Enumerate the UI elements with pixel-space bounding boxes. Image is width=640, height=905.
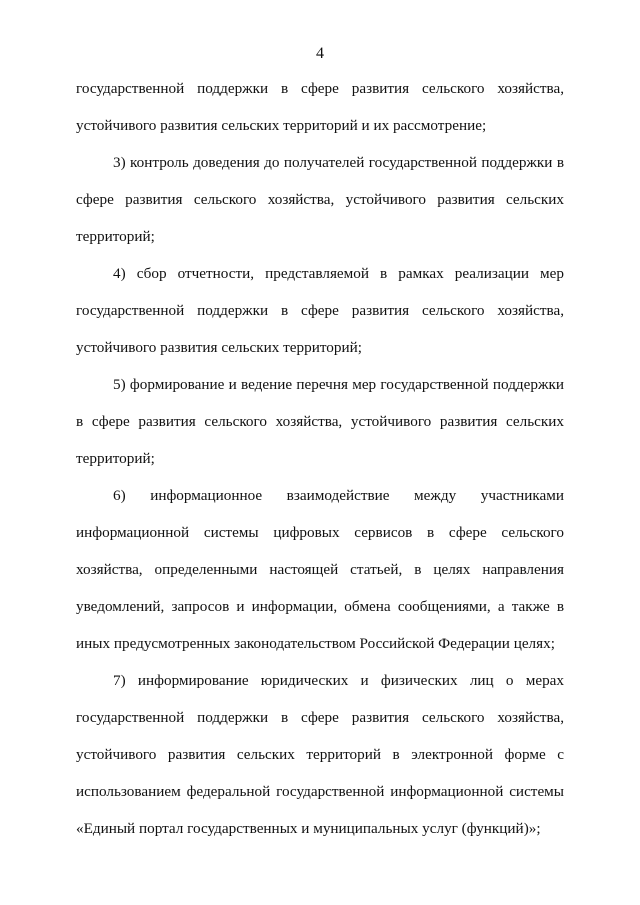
text-line: иных предусмотренных законодательством Российской Федерации целях; — [76, 635, 555, 652]
text-line: сфере развития сельского хозяйства, устойчивого развития сельских — [76, 191, 564, 208]
page-number: 4 — [316, 45, 324, 62]
text-line: государственной поддержки в сфере развития сельского хозяйства, — [76, 80, 564, 97]
text-line: государственной поддержки в сфере развития сельского хозяйства, — [76, 302, 564, 319]
text-line: 6) информационное взаимодействие между участниками — [113, 487, 564, 504]
text-line: использованием федеральной государственной информационной системы — [76, 783, 564, 800]
text-line: устойчивого развития сельских территорий; — [76, 339, 362, 356]
body-text — [76, 78, 564, 855]
text-line: устойчивого развития сельских территорий в электронной форме с — [76, 746, 564, 763]
text-line: 3) контроль доведения до получателей государственной поддержки в — [113, 154, 564, 171]
text-line: государственной поддержки в сфере развития сельского хозяйства, — [76, 709, 564, 726]
text-line: «Единый портал государственных и муниципальных услуг (функций)»; — [76, 820, 541, 837]
text-line: уведомлений, запросов и информации, обмена сообщениями, а также в — [76, 598, 564, 615]
text-line: 5) формирование и ведение перечня мер государственной поддержки — [113, 376, 564, 393]
text-line: хозяйства, определенными настоящей статьей, в целях направления — [76, 561, 564, 578]
text-line: 7) информирование юридических и физических лиц о мерах — [113, 672, 564, 689]
text-line: устойчивого развития сельских территорий и их рассмотрение; — [76, 117, 487, 134]
text-line: территорий; — [76, 450, 155, 467]
text-line: в сфере развития сельского хозяйства, устойчивого развития сельских — [76, 413, 564, 430]
text-line: территорий; — [76, 228, 155, 245]
text-line: информационной системы цифровых сервисов в сфере сельского — [76, 524, 564, 541]
text-line: 4) сбор отчетности, представляемой в рамках реализации мер — [113, 265, 564, 282]
